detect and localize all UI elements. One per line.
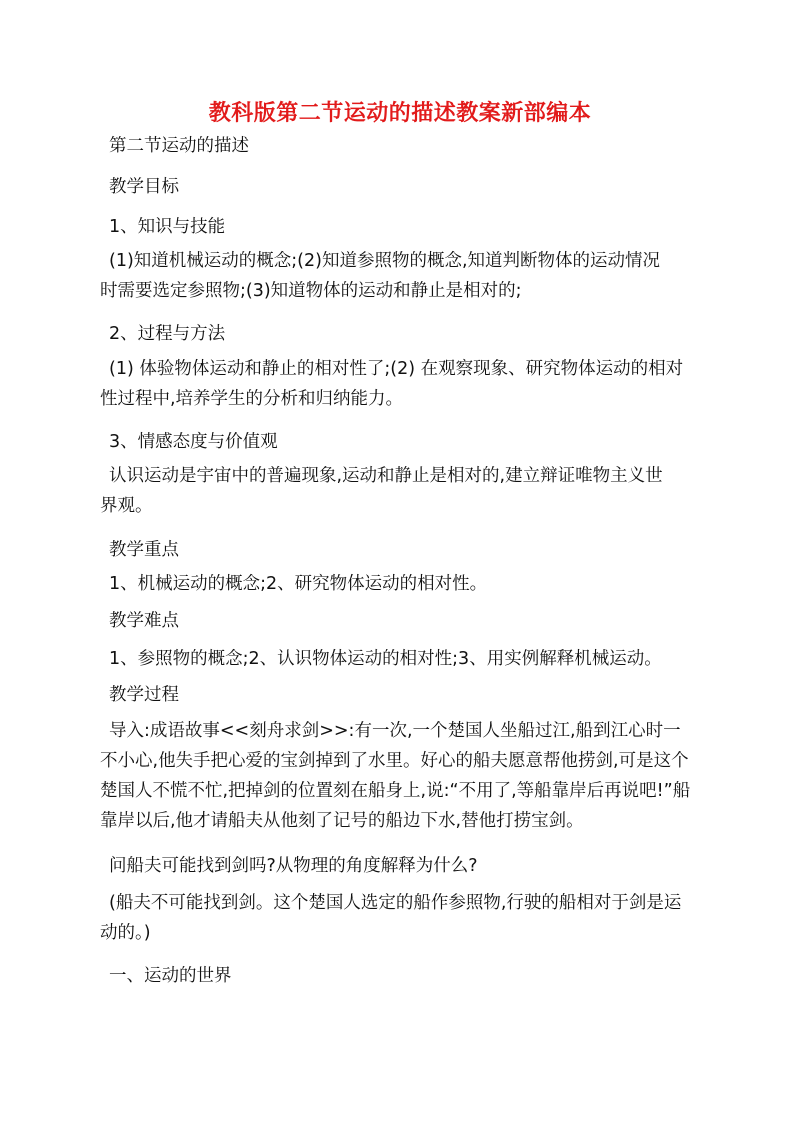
process-heading: 2、过程与方法 [109,324,226,344]
key-points-heading: 教学重点 [109,540,179,560]
document-title: 教科版第二节运动的描述教案新部编本 [208,101,592,126]
knowledge-paragraph [100,246,729,306]
world-heading: 一、运动的世界 [109,966,232,986]
intro-line-2: 不小心,他失手把心爱的宝剑掉到了水里。好心的船夫愿意帮他捞剑,可是这个 [100,751,689,771]
emotion-paragraph [100,461,729,521]
process-paragraph [100,354,729,414]
intro-line-3: 楚国人不慌不忙,把掉剑的位置刻在船身上,说:“不用了,等船靠岸后再说吧!”船 [100,781,691,801]
answer-paragraph [100,888,729,948]
process-line-1: (1) 体验物体运动和静止的相对性了;(2) 在观察现象、研究物体运动的相对 [109,359,684,379]
section-title: 第二节运动的描述 [109,136,249,156]
knowledge-line-2: 时需要选定参照物;(3)知道物体的运动和静止是相对的; [100,281,522,301]
goals-heading: 教学目标 [109,177,179,197]
question-text: 问船夫可能找到剑吗?从物理的角度解释为什么? [109,856,478,876]
emotion-line-1: 认识运动是宇宙中的普遍现象,运动和静止是相对的,建立辩证唯物主义世 [109,466,663,486]
emotion-heading: 3、情感态度与价值观 [109,432,278,452]
intro-line-4: 靠岸以后,他才请船夫从他刻了记号的船边下水,替他打捞宝剑。 [100,811,584,831]
key-points-text: 1、机械运动的概念;2、研究物体运动的相对性。 [109,574,488,594]
emotion-line-2: 界观。 [100,496,153,516]
answer-line-2: 动的。) [100,923,151,943]
answer-line-1: (船夫不可能找到剑。这个楚国人选定的船作参照物,行驶的船相对于剑是运 [109,893,682,913]
intro-line-1: 导入:成语故事<<刻舟求剑>>:有一次,一个楚国人坐船过江,船到江心时一 [109,721,681,741]
process-line-2: 性过程中,培养学生的分析和归纳能力。 [100,389,404,409]
difficulties-text: 1、参照物的概念;2、认识物体运动的相对性;3、用实例解释机械运动。 [109,649,662,669]
difficulties-heading: 教学难点 [109,611,179,631]
knowledge-heading: 1、知识与技能 [109,217,226,237]
procedure-heading: 教学过程 [109,685,179,705]
knowledge-line-1: (1)知道机械运动的概念;(2)知道参照物的概念,知道判断物体的运动情况 [109,251,661,271]
intro-paragraph [100,716,729,836]
